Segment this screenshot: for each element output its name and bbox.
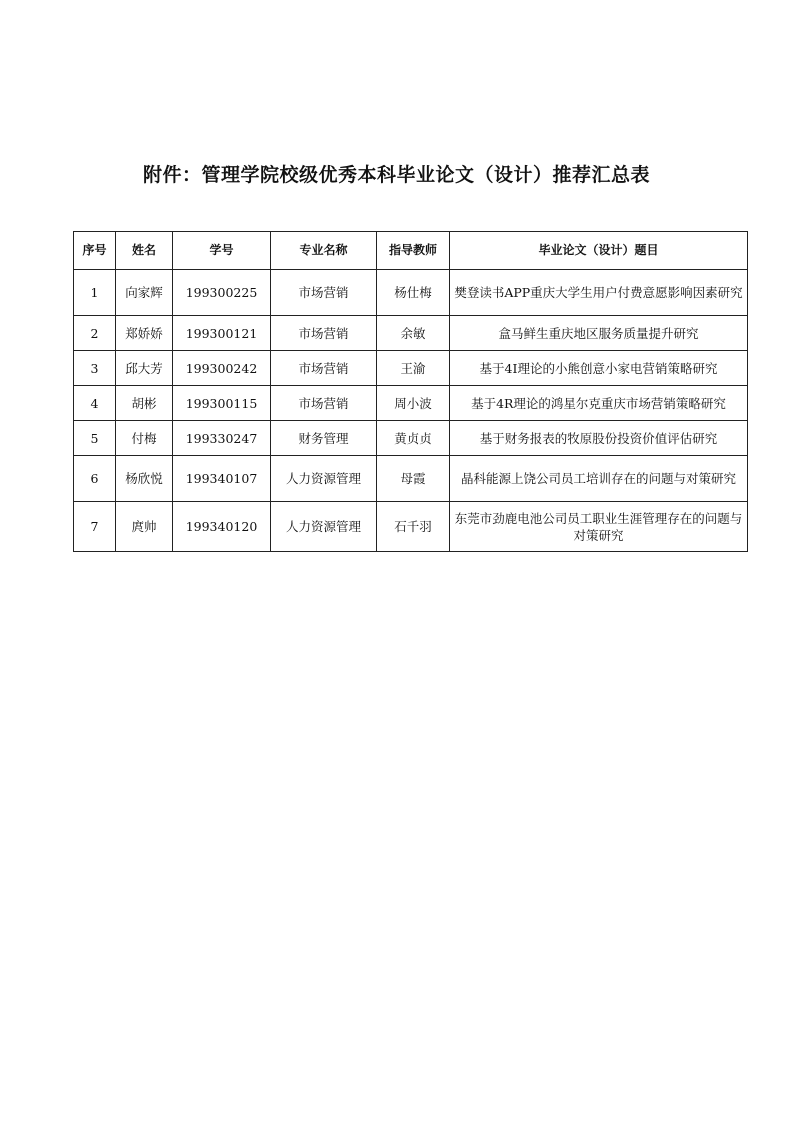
cell-name: 杨欣悦 [116, 456, 173, 502]
cell-student-id: 199300121 [173, 316, 271, 351]
cell-index: 7 [74, 502, 116, 552]
header-student-id: 学号 [173, 232, 271, 270]
cell-thesis-title: 基于4R理论的鸿星尔克重庆市场营销策略研究 [450, 386, 748, 421]
cell-index: 6 [74, 456, 116, 502]
cell-major: 市场营销 [271, 270, 377, 316]
cell-advisor: 石千羽 [377, 502, 450, 552]
cell-index: 5 [74, 421, 116, 456]
cell-thesis-title: 基于财务报表的牧原股份投资价值评估研究 [450, 421, 748, 456]
cell-major: 市场营销 [271, 386, 377, 421]
cell-thesis-title: 晶科能源上饶公司员工培训存在的问题与对策研究 [450, 456, 748, 502]
table-row [74, 386, 748, 421]
header-name: 姓名 [116, 232, 173, 270]
cell-name: 庹帅 [116, 502, 173, 552]
table-row [74, 456, 748, 502]
cell-major: 市场营销 [271, 351, 377, 386]
table-row [74, 351, 748, 386]
cell-student-id: 199300242 [173, 351, 271, 386]
cell-index: 3 [74, 351, 116, 386]
cell-major: 人力资源管理 [271, 502, 377, 552]
cell-index: 1 [74, 270, 116, 316]
cell-index: 2 [74, 316, 116, 351]
cell-name: 向家辉 [116, 270, 173, 316]
document-title: 附件：管理学院校级优秀本科毕业论文（设计）推荐汇总表 [142, 164, 650, 186]
table-header-row [74, 232, 748, 270]
cell-student-id: 199330247 [173, 421, 271, 456]
cell-student-id: 199300115 [173, 386, 271, 421]
cell-name: 邱大芳 [116, 351, 173, 386]
cell-advisor: 母霞 [377, 456, 450, 502]
cell-name: 付梅 [116, 421, 173, 456]
cell-advisor: 王渝 [377, 351, 450, 386]
cell-advisor: 周小波 [377, 386, 450, 421]
table-row [74, 421, 748, 456]
cell-thesis-title: 盒马鲜生重庆地区服务质量提升研究 [450, 316, 748, 351]
cell-advisor: 黄贞贞 [377, 421, 450, 456]
table-row [74, 270, 748, 316]
header-major: 专业名称 [271, 232, 377, 270]
header-advisor: 指导教师 [377, 232, 450, 270]
table-row [74, 316, 748, 351]
cell-index: 4 [74, 386, 116, 421]
cell-student-id: 199300225 [173, 270, 271, 316]
header-index: 序号 [74, 232, 116, 270]
cell-major: 财务管理 [271, 421, 377, 456]
cell-name: 郑娇娇 [116, 316, 173, 351]
header-thesis-title: 毕业论文（设计）题目 [450, 232, 748, 270]
cell-major: 市场营销 [271, 316, 377, 351]
cell-advisor: 余敏 [377, 316, 450, 351]
cell-major: 人力资源管理 [271, 456, 377, 502]
cell-advisor: 杨仕梅 [377, 270, 450, 316]
cell-thesis-title: 基于4I理论的小熊创意小家电营销策略研究 [450, 351, 748, 386]
table-row [74, 502, 748, 552]
cell-name: 胡彬 [116, 386, 173, 421]
recommendation-summary-table [73, 231, 748, 552]
cell-student-id: 199340107 [173, 456, 271, 502]
cell-thesis-title: 东莞市劲鹿电池公司员工职业生涯管理存在的问题与对策研究 [450, 502, 748, 552]
cell-student-id: 199340120 [173, 502, 271, 552]
cell-thesis-title: 樊登读书APP重庆大学生用户付费意愿影响因素研究 [450, 270, 748, 316]
